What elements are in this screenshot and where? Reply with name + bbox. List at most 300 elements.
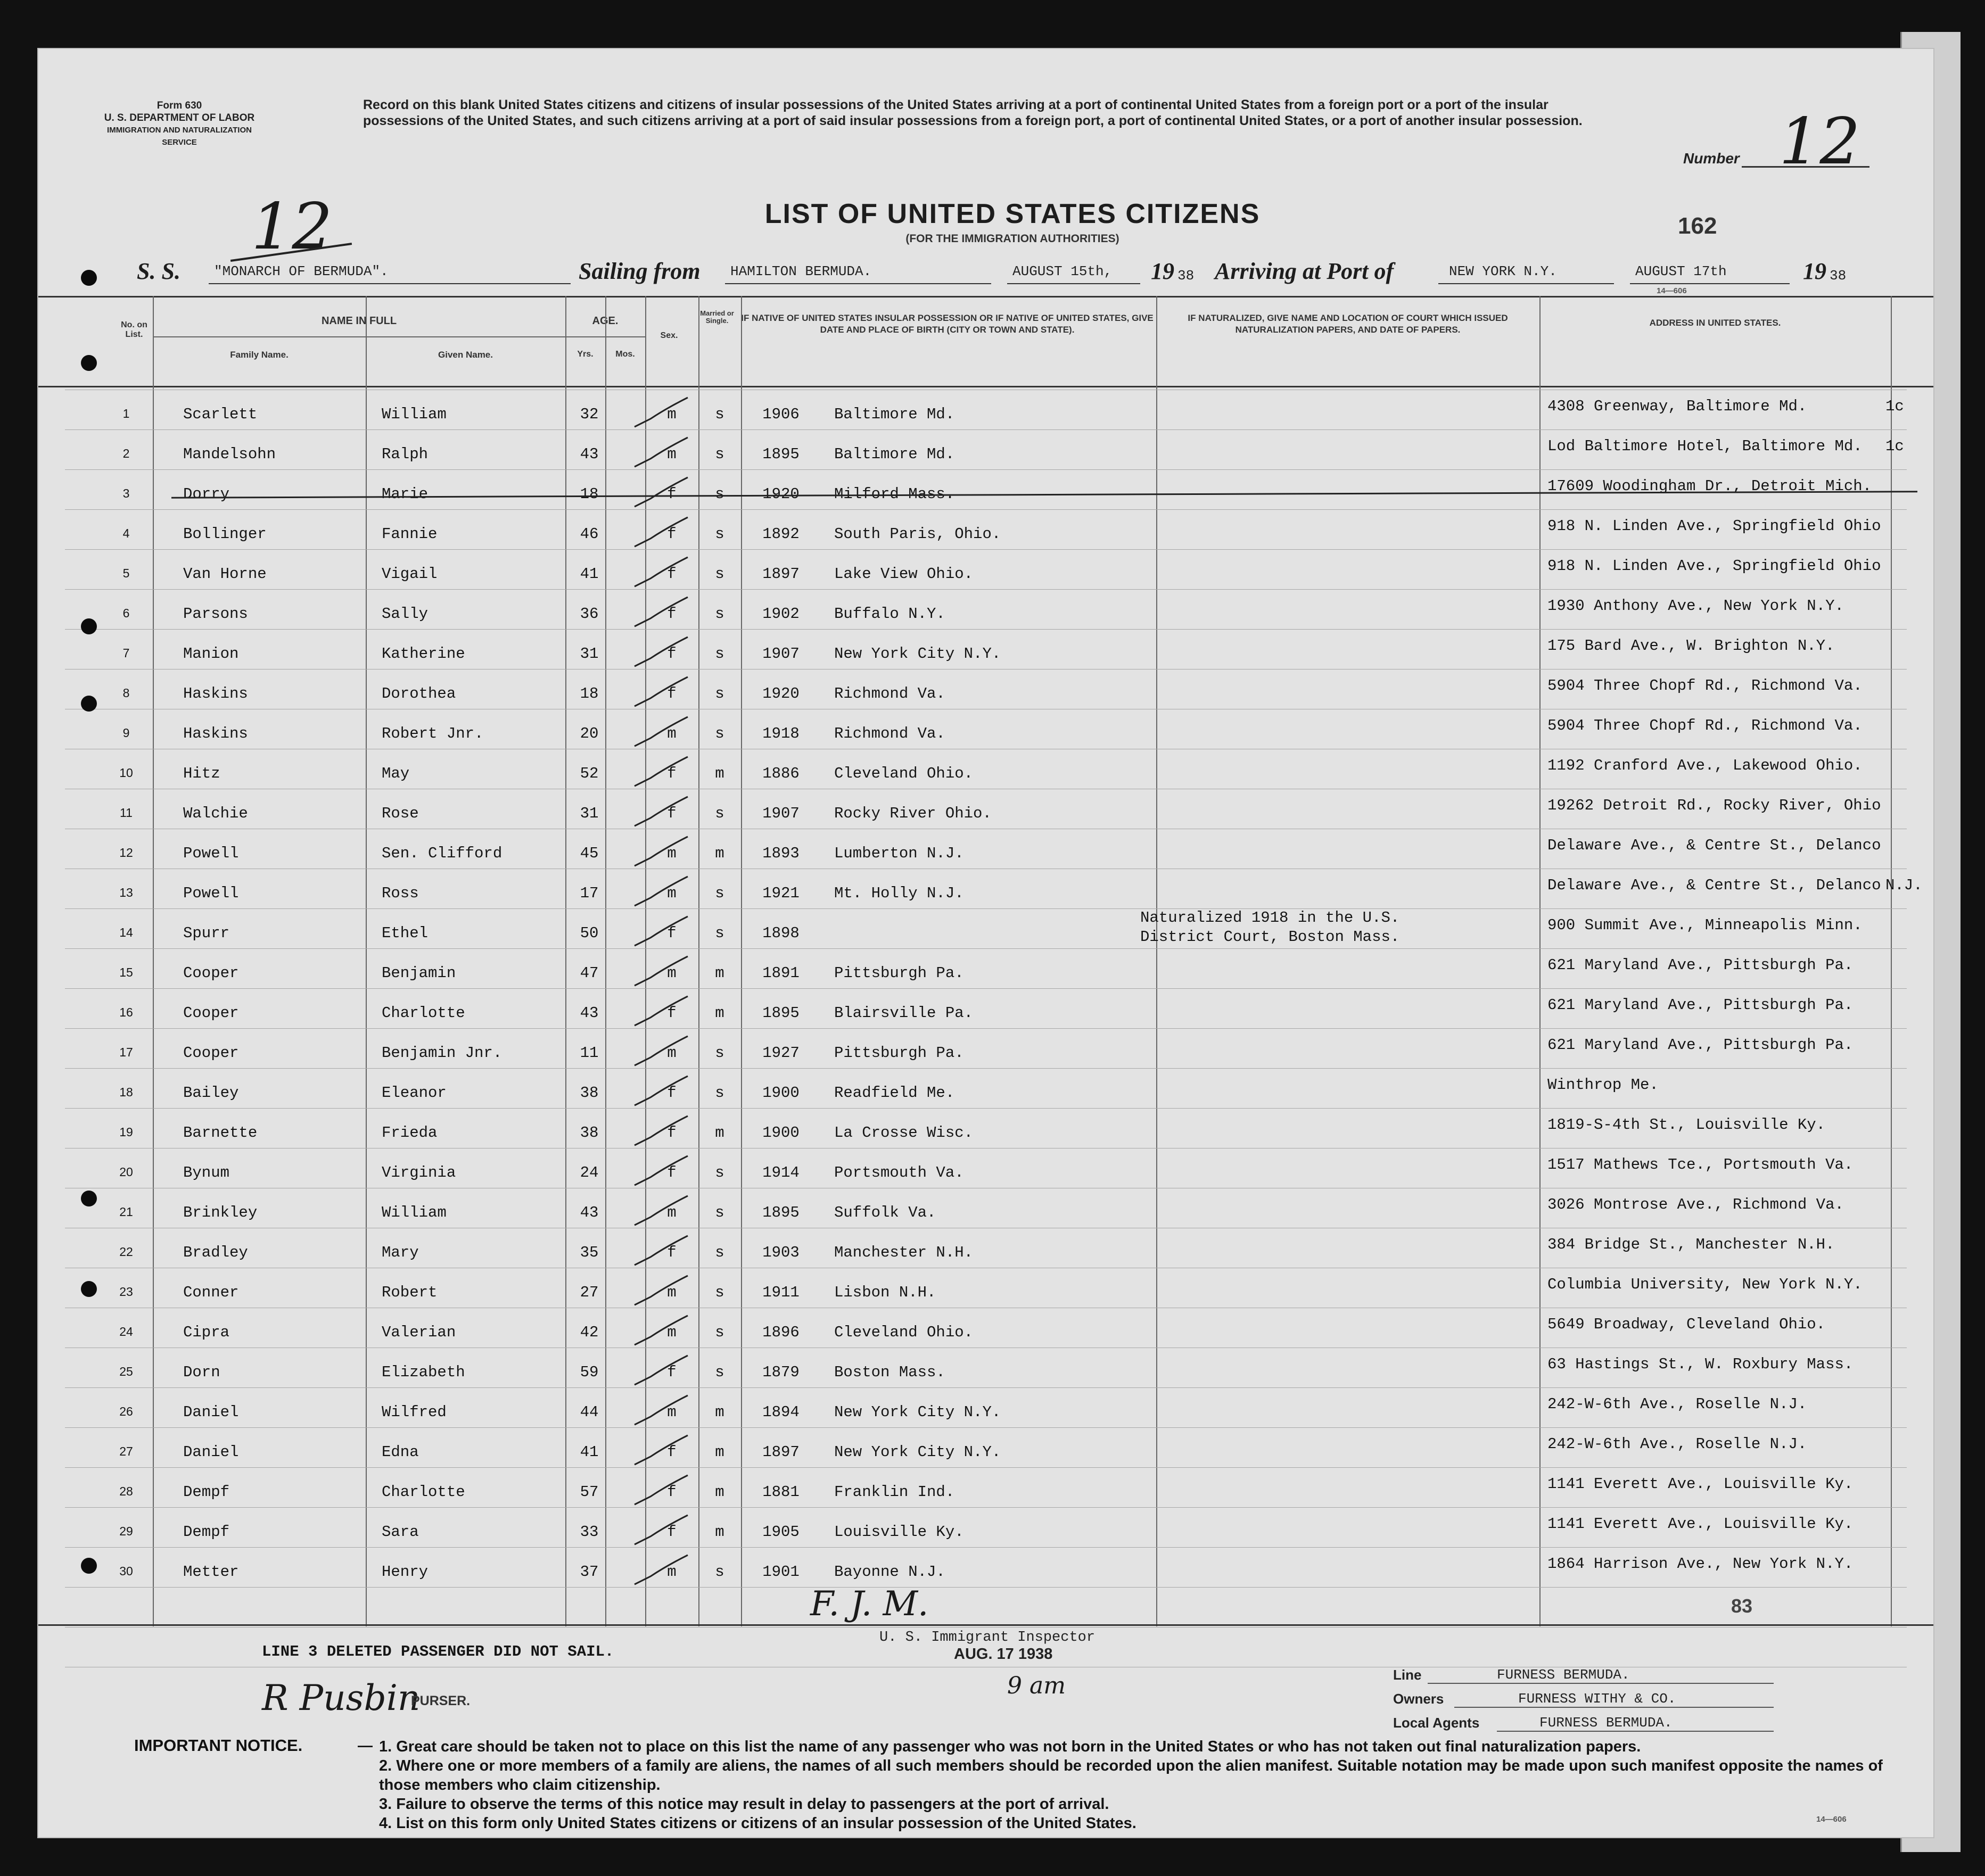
check-tick-icon bbox=[629, 834, 693, 871]
family-name: Dempf bbox=[183, 1523, 230, 1541]
family-name: Cooper bbox=[183, 1044, 239, 1062]
us-address: Delaware Ave., & Centre St., Delanco bbox=[1547, 837, 1881, 854]
table-row bbox=[38, 674, 1933, 714]
sex: f bbox=[667, 645, 677, 663]
check-tick-icon bbox=[629, 1433, 693, 1470]
birth-place: Richmond Va. bbox=[834, 725, 945, 742]
given-name: Valerian bbox=[382, 1324, 456, 1341]
age-years: 24 bbox=[580, 1164, 599, 1181]
marital-status: s bbox=[715, 1563, 724, 1581]
given-name: Dorothea bbox=[382, 685, 456, 703]
given-name: Ethel bbox=[382, 924, 429, 942]
age-years: 32 bbox=[580, 406, 599, 423]
sheet-number-handwritten: 12 bbox=[251, 190, 333, 264]
us-address: 3026 Montrose Ave., Richmond Va. bbox=[1547, 1196, 1844, 1213]
table-row bbox=[38, 1113, 1933, 1153]
age-years: 50 bbox=[580, 924, 599, 942]
inspector-time-note: 9 am bbox=[1007, 1672, 1066, 1699]
marital-status: s bbox=[715, 1204, 724, 1221]
birth-place: Boston Mass. bbox=[834, 1363, 945, 1381]
birth-year: 1902 bbox=[762, 605, 800, 623]
row-number: 21 bbox=[119, 1205, 133, 1219]
line-value: FURNESS BERMUDA. bbox=[1497, 1667, 1630, 1683]
check-tick-icon bbox=[629, 395, 693, 432]
marital-status: s bbox=[715, 525, 724, 543]
sex: f bbox=[667, 525, 677, 543]
check-tick-icon bbox=[629, 475, 693, 512]
given-name: Wilfred bbox=[382, 1403, 447, 1421]
binding-hole bbox=[81, 355, 97, 371]
us-address: 1192 Cranford Ave., Lakewood Ohio. bbox=[1547, 757, 1863, 774]
given-name: Edna bbox=[382, 1443, 419, 1461]
marital-status: s bbox=[715, 685, 724, 703]
family-name: Bailey bbox=[183, 1084, 239, 1102]
sex: f bbox=[667, 1124, 677, 1142]
row-number: 8 bbox=[122, 686, 130, 700]
us-address: 5649 Broadway, Cleveland Ohio. bbox=[1547, 1316, 1826, 1333]
us-address: Delaware Ave., & Centre St., Delanco bbox=[1547, 877, 1881, 894]
table-row bbox=[38, 1073, 1933, 1113]
birth-place: Baltimore Md. bbox=[834, 406, 955, 423]
row-number: 22 bbox=[119, 1245, 133, 1259]
age-years: 41 bbox=[580, 1443, 599, 1461]
birth-year: 1920 bbox=[762, 485, 800, 503]
sex: m bbox=[667, 1044, 677, 1062]
check-tick-icon bbox=[629, 954, 693, 991]
arriving-label: Arriving at Port of bbox=[1215, 258, 1394, 284]
row-number: 20 bbox=[119, 1165, 133, 1179]
sex: f bbox=[667, 1523, 677, 1541]
table-row bbox=[38, 1034, 1933, 1073]
family-name: Haskins bbox=[183, 685, 248, 703]
marital-status: m bbox=[715, 1004, 724, 1022]
us-address: 918 N. Linden Ave., Springfield Ohio bbox=[1547, 517, 1881, 535]
agents-underline bbox=[1497, 1731, 1774, 1732]
us-address: 175 Bard Ave., W. Brighton N.Y. bbox=[1547, 637, 1835, 655]
ss-label: S. S. bbox=[137, 258, 180, 284]
birth-place: New York City N.Y. bbox=[834, 1443, 1001, 1461]
us-address: 242-W-6th Ave., Roselle N.J. bbox=[1547, 1395, 1807, 1413]
sex: f bbox=[667, 765, 677, 782]
age-years: 47 bbox=[580, 964, 599, 982]
sex: f bbox=[667, 1483, 677, 1501]
given-name: Sara bbox=[382, 1523, 419, 1541]
family-name: Bradley bbox=[183, 1244, 248, 1261]
check-tick-icon bbox=[629, 1073, 693, 1111]
col-header-no: No. on List. bbox=[121, 320, 147, 339]
binding-hole bbox=[81, 1281, 97, 1297]
given-name: Charlotte bbox=[382, 1483, 465, 1501]
given-name: Robert Jnr. bbox=[382, 725, 484, 742]
check-tick-icon bbox=[629, 1513, 693, 1550]
us-address: 1141 Everett Ave., Louisville Ky. bbox=[1547, 1515, 1854, 1533]
row-number: 3 bbox=[122, 486, 130, 500]
naturalization-note-line2: District Court, Boston Mass. bbox=[1140, 928, 1400, 946]
birth-place: Richmond Va. bbox=[834, 685, 945, 703]
family-name: Walchie bbox=[183, 805, 248, 822]
us-address: 621 Maryland Ave., Pittsburgh Pa. bbox=[1547, 996, 1854, 1014]
birth-year: 1921 bbox=[762, 885, 800, 902]
owners-label: Owners bbox=[1393, 1691, 1444, 1707]
given-name: Elizabeth bbox=[382, 1363, 465, 1381]
birth-year: 1896 bbox=[762, 1324, 800, 1341]
check-tick-icon bbox=[629, 754, 693, 791]
sex: m bbox=[667, 406, 677, 423]
marital-status: s bbox=[715, 1363, 724, 1381]
marital-status: s bbox=[715, 1244, 724, 1261]
birth-place: Lumberton N.J. bbox=[834, 845, 964, 862]
inspector-signature: F. J. M. bbox=[810, 1584, 929, 1624]
row-number: 5 bbox=[122, 566, 130, 580]
check-tick-icon bbox=[629, 1233, 693, 1270]
given-name: Sally bbox=[382, 605, 429, 623]
family-name: Barnette bbox=[183, 1124, 258, 1142]
age-years: 52 bbox=[580, 765, 599, 782]
age-years: 59 bbox=[580, 1363, 599, 1381]
age-years: 43 bbox=[580, 1004, 599, 1022]
row-number: 13 bbox=[119, 886, 133, 899]
us-address: 1819-S-4th St., Louisville Ky. bbox=[1547, 1116, 1826, 1134]
family-name: Parsons bbox=[183, 605, 248, 623]
family-name: Brinkley bbox=[183, 1204, 258, 1221]
birth-place: Milford Mass. bbox=[834, 485, 955, 503]
birth-year: 1895 bbox=[762, 1004, 800, 1022]
binding-hole bbox=[81, 1191, 97, 1206]
birth-year: 1892 bbox=[762, 525, 800, 543]
birth-place: South Paris, Ohio. bbox=[834, 525, 1001, 543]
col-header-naturalized: IF NATURALIZED, GIVE NAME AND LOCATION OF COURT WHICH ISSUED NATURALIZATION PAPERS, AND DATE OF PAPERS. bbox=[1188, 313, 1508, 335]
row-number: 7 bbox=[122, 646, 130, 660]
notice-item-4: 4. List on this form only United States citizens or citizens of an insular possession of the United States. bbox=[379, 1815, 1136, 1832]
table-row bbox=[38, 794, 1933, 834]
col-header-married: Married or Single. bbox=[700, 309, 734, 325]
printer-code-top: 14—606 bbox=[1657, 286, 1687, 295]
us-address: Winthrop Me. bbox=[1547, 1076, 1659, 1094]
age-years: 43 bbox=[580, 1204, 599, 1221]
birth-place: Rocky River Ohio. bbox=[834, 805, 992, 822]
age-years: 11 bbox=[580, 1044, 599, 1062]
birth-place: Cleveland Ohio. bbox=[834, 1324, 974, 1341]
table-row bbox=[38, 954, 1933, 994]
col-header-address: ADDRESS IN UNITED STATES. bbox=[1649, 318, 1781, 328]
agents-label: Local Agents bbox=[1393, 1715, 1480, 1731]
column-header-row bbox=[38, 296, 1933, 387]
us-address: Columbia University, New York N.Y. bbox=[1547, 1276, 1863, 1293]
family-name: Haskins bbox=[183, 725, 248, 742]
check-tick-icon bbox=[629, 674, 693, 712]
row-number: 27 bbox=[119, 1444, 133, 1458]
naturalization-note bbox=[1140, 908, 1399, 947]
row-number: 19 bbox=[119, 1125, 133, 1139]
check-tick-icon bbox=[629, 515, 693, 552]
sex: f bbox=[667, 1363, 677, 1381]
marital-status: m bbox=[715, 1523, 724, 1541]
marital-status: s bbox=[715, 885, 724, 902]
given-name: Benjamin bbox=[382, 964, 456, 982]
given-name: Mary bbox=[382, 1244, 419, 1261]
row-number: 30 bbox=[119, 1564, 133, 1578]
line-underline bbox=[1428, 1683, 1774, 1684]
sailing-port: HAMILTON BERMUDA. bbox=[730, 263, 872, 279]
sex: f bbox=[667, 1443, 677, 1461]
deleted-passenger-note: LINE 3 DELETED PASSENGER DID NOT SAIL. bbox=[262, 1643, 614, 1660]
family-name: Scarlett bbox=[183, 406, 258, 423]
row-number: 16 bbox=[119, 1005, 133, 1019]
given-name: Katherine bbox=[382, 645, 465, 663]
given-name: Virginia bbox=[382, 1164, 456, 1181]
table-row bbox=[38, 1513, 1933, 1552]
sex: m bbox=[667, 1403, 677, 1421]
us-address: 4308 Greenway, Baltimore Md. bbox=[1547, 398, 1807, 415]
birth-place: Bayonne N.J. bbox=[834, 1563, 945, 1581]
marital-status: s bbox=[715, 1044, 724, 1062]
family-name: Bollinger bbox=[183, 525, 267, 543]
birth-year: 1895 bbox=[762, 445, 800, 463]
given-name: Fannie bbox=[382, 525, 438, 543]
printer-code-bottom: 14—606 bbox=[1816, 1815, 1847, 1824]
row-number: 23 bbox=[119, 1285, 133, 1299]
birth-year: 1920 bbox=[762, 685, 800, 703]
given-name: Ross bbox=[382, 885, 419, 902]
binding-hole bbox=[81, 1558, 97, 1574]
family-name: Daniel bbox=[183, 1443, 239, 1461]
marital-status: m bbox=[715, 1403, 724, 1421]
marital-status: s bbox=[715, 1084, 724, 1102]
page-subtitle: (FOR THE IMMIGRATION AUTHORITIES) bbox=[905, 233, 1119, 245]
us-address: 1517 Mathews Tce., Portsmouth Va. bbox=[1547, 1156, 1854, 1173]
age-years: 44 bbox=[580, 1403, 599, 1421]
table-row bbox=[38, 994, 1933, 1034]
age-years: 31 bbox=[580, 645, 599, 663]
sailing-port-underline bbox=[725, 283, 991, 284]
row-number: 29 bbox=[119, 1524, 133, 1538]
birth-year: 1907 bbox=[762, 805, 800, 822]
table-row bbox=[38, 1552, 1933, 1592]
row-number: 9 bbox=[122, 726, 130, 740]
family-name: Metter bbox=[183, 1563, 239, 1581]
sailing-date-underline bbox=[1007, 283, 1140, 284]
family-name: Cipra bbox=[183, 1324, 230, 1341]
birth-year: 1898 bbox=[762, 924, 800, 942]
service-name: IMMIGRATION AND NATURALIZATION SERVICE bbox=[107, 126, 252, 147]
age-years: 41 bbox=[580, 565, 599, 583]
sex: m bbox=[667, 725, 677, 742]
table-row bbox=[38, 1393, 1933, 1433]
family-name: Conner bbox=[183, 1284, 239, 1301]
row-number: 25 bbox=[119, 1365, 133, 1378]
table-row bbox=[38, 1193, 1933, 1233]
birth-place: Franklin Ind. bbox=[834, 1483, 955, 1501]
col-header-age: AGE. bbox=[592, 315, 619, 327]
birth-year: 1906 bbox=[762, 406, 800, 423]
table-row bbox=[38, 874, 1933, 914]
table-row bbox=[38, 634, 1933, 674]
us-address: 384 Bridge St., Manchester N.H. bbox=[1547, 1236, 1835, 1253]
age-years: 36 bbox=[580, 605, 599, 623]
check-tick-icon bbox=[629, 994, 693, 1031]
age-years: 37 bbox=[580, 1563, 599, 1581]
birth-place: Suffolk Va. bbox=[834, 1204, 936, 1221]
col-header-birth: IF NATIVE OF UNITED STATES INSULAR POSSESSION OR IF NATIVE OF UNITED STATES, GIVE DATE AND PLACE OF BIRTH (CITY OR TOWN AND STATE). bbox=[741, 313, 1154, 335]
check-tick-icon bbox=[629, 1034, 693, 1071]
row-number: 2 bbox=[122, 447, 130, 460]
sex: m bbox=[667, 964, 677, 982]
page-number: 83 bbox=[1731, 1595, 1753, 1617]
sex: m bbox=[667, 885, 677, 902]
age-years: 35 bbox=[580, 1244, 599, 1261]
row-number: 1 bbox=[122, 407, 130, 420]
row-number: 11 bbox=[120, 806, 133, 820]
birth-year: 1905 bbox=[762, 1523, 800, 1541]
birth-year: 1879 bbox=[762, 1363, 800, 1381]
address-overflow: 1c bbox=[1885, 398, 1904, 415]
record-instructions: Record on this blank United States citizens and citizens of insular possessions of the United States arriving at a port of continental United States from a foreign port or a port of the insular possessions of the United States, and such citizens arriving at a port of said insular possessions from a foreign port, a port of continental United States, or a port of another insular possession. bbox=[363, 97, 1583, 128]
us-address: 1141 Everett Ave., Louisville Ky. bbox=[1547, 1475, 1854, 1493]
age-years: 38 bbox=[580, 1124, 599, 1142]
line-label: Line bbox=[1393, 1667, 1422, 1683]
birth-place: Blairsville Pa. bbox=[834, 1004, 974, 1022]
arrival-port-underline bbox=[1438, 283, 1614, 284]
age-years: 18 bbox=[580, 485, 599, 503]
birth-place: Lisbon N.H. bbox=[834, 1284, 936, 1301]
check-tick-icon bbox=[629, 874, 693, 911]
purser-signature: R Pusbin bbox=[262, 1677, 421, 1718]
address-overflow: N.J. bbox=[1885, 877, 1923, 894]
family-name: Mandelsohn bbox=[183, 445, 276, 463]
marital-status: s bbox=[715, 485, 724, 503]
us-address: 242-W-6th Ave., Roselle N.J. bbox=[1547, 1435, 1807, 1453]
form-number: Form 630 bbox=[157, 100, 202, 111]
footer-divider bbox=[38, 1624, 1933, 1626]
owners-underline bbox=[1454, 1707, 1774, 1708]
name-subheader-rule bbox=[153, 336, 581, 337]
row-number: 4 bbox=[122, 526, 130, 540]
birth-place: Louisville Ky. bbox=[834, 1523, 964, 1541]
sailing-from-label: Sailing from bbox=[579, 258, 701, 284]
check-tick-icon bbox=[629, 1113, 693, 1151]
table-row bbox=[38, 515, 1933, 555]
sex: f bbox=[667, 1084, 677, 1102]
birth-place: Buffalo N.Y. bbox=[834, 605, 945, 623]
birth-year: 1895 bbox=[762, 1204, 800, 1221]
age-years: 57 bbox=[580, 1483, 599, 1501]
sailing-year-prefix: 19 bbox=[1151, 258, 1174, 284]
table-row bbox=[38, 395, 1933, 435]
birth-year: 1891 bbox=[762, 964, 800, 982]
table-row bbox=[38, 754, 1933, 794]
list-number-handwritten: 12 bbox=[1779, 105, 1860, 179]
notice-item-2: 2. Where one or more members of a family are aliens, the names of all such members should be recorded upon the alien manifest. Suitable notation may be made upon such manifest opposite the names of those members who claim citizenship. bbox=[379, 1757, 1883, 1794]
table-row bbox=[38, 1153, 1933, 1193]
birth-year: 1907 bbox=[762, 645, 800, 663]
birth-year: 1900 bbox=[762, 1084, 800, 1102]
marital-status: m bbox=[715, 1124, 724, 1142]
sex: m bbox=[667, 1563, 677, 1581]
us-address: 17609 Woodingham Dr., Detroit Mich. bbox=[1547, 477, 1872, 495]
sex: f bbox=[667, 805, 677, 822]
table-row bbox=[38, 914, 1933, 954]
birth-year: 1918 bbox=[762, 725, 800, 742]
family-name: Dorn bbox=[183, 1363, 220, 1381]
binding-hole bbox=[81, 618, 97, 634]
row-number: 14 bbox=[119, 925, 133, 939]
check-tick-icon bbox=[629, 1313, 693, 1350]
us-address: 621 Maryland Ave., Pittsburgh Pa. bbox=[1547, 1036, 1854, 1054]
arrival-date-underline bbox=[1630, 283, 1790, 284]
age-years: 18 bbox=[580, 685, 599, 703]
birth-place: Pittsburgh Pa. bbox=[834, 1044, 964, 1062]
birth-place: Portsmouth Va. bbox=[834, 1164, 964, 1181]
sex: f bbox=[667, 1244, 677, 1261]
row-number: 15 bbox=[119, 965, 133, 979]
sex: m bbox=[667, 1324, 677, 1341]
sex: f bbox=[667, 685, 677, 703]
us-address: 5904 Three Chopf Rd., Richmond Va. bbox=[1547, 677, 1863, 695]
us-address: 1930 Anthony Ave., New York N.Y. bbox=[1547, 597, 1844, 615]
us-address: 900 Summit Ave., Minneapolis Minn. bbox=[1547, 916, 1863, 934]
family-name: Daniel bbox=[183, 1403, 239, 1421]
notice-item-1: 1. Great care should be taken not to place on this list the name of any passenger who was not born in the United States or who has not taken out final naturalization papers. bbox=[379, 1738, 1641, 1755]
given-name: Charlotte bbox=[382, 1004, 465, 1022]
agents-value: FURNESS BERMUDA. bbox=[1539, 1715, 1673, 1731]
check-tick-icon bbox=[629, 1153, 693, 1191]
notice-item-3: 3. Failure to observe the terms of this notice may result in delay to passengers at the port of arrival. bbox=[379, 1796, 1109, 1813]
given-name: Vigail bbox=[382, 565, 438, 583]
age-years: 33 bbox=[580, 1523, 599, 1541]
birth-year: 1894 bbox=[762, 1403, 800, 1421]
age-years: 17 bbox=[580, 885, 599, 902]
given-name: Benjamin Jnr. bbox=[382, 1044, 503, 1062]
birth-year: 1881 bbox=[762, 1483, 800, 1501]
row-number: 10 bbox=[119, 766, 133, 780]
sex: m bbox=[667, 445, 677, 463]
family-name: Cooper bbox=[183, 964, 239, 982]
age-years: 42 bbox=[580, 1324, 599, 1341]
marital-status: m bbox=[715, 964, 724, 982]
birth-place: La Crosse Wisc. bbox=[834, 1124, 974, 1142]
us-address: 5904 Three Chopf Rd., Richmond Va. bbox=[1547, 717, 1863, 734]
birth-place: Readfield Me. bbox=[834, 1084, 955, 1102]
col-header-sex: Sex. bbox=[660, 331, 678, 340]
col-header-name-in-full: NAME IN FULL bbox=[321, 315, 397, 327]
marital-status: s bbox=[715, 1284, 724, 1301]
us-address: 918 N. Linden Ave., Springfield Ohio bbox=[1547, 557, 1881, 575]
manifest-sheet bbox=[37, 48, 1934, 1838]
birth-year: 1914 bbox=[762, 1164, 800, 1181]
sex: m bbox=[667, 845, 677, 862]
birth-place: Cleveland Ohio. bbox=[834, 765, 974, 782]
given-name: Rose bbox=[382, 805, 419, 822]
check-tick-icon bbox=[629, 555, 693, 592]
table-row bbox=[38, 475, 1933, 515]
table-row bbox=[38, 1313, 1933, 1353]
sex: f bbox=[667, 924, 677, 942]
table-row bbox=[38, 435, 1933, 475]
table-row bbox=[38, 594, 1933, 634]
given-name: William bbox=[382, 406, 447, 423]
ship-name: "MONARCH OF BERMUDA". bbox=[214, 263, 389, 279]
row-number: 26 bbox=[119, 1404, 133, 1418]
us-address: Lod Baltimore Hotel, Baltimore Md. bbox=[1547, 437, 1863, 455]
inspector-date-stamp: AUG. 17 1938 bbox=[954, 1646, 1053, 1663]
binding-hole bbox=[81, 270, 97, 286]
row-number: 28 bbox=[119, 1484, 133, 1498]
age-years: 20 bbox=[580, 725, 599, 742]
given-name: Sen. Clifford bbox=[382, 845, 503, 862]
birth-place: Mt. Holly N.J. bbox=[834, 885, 964, 902]
table-row bbox=[38, 1233, 1933, 1273]
table-row bbox=[38, 555, 1933, 594]
